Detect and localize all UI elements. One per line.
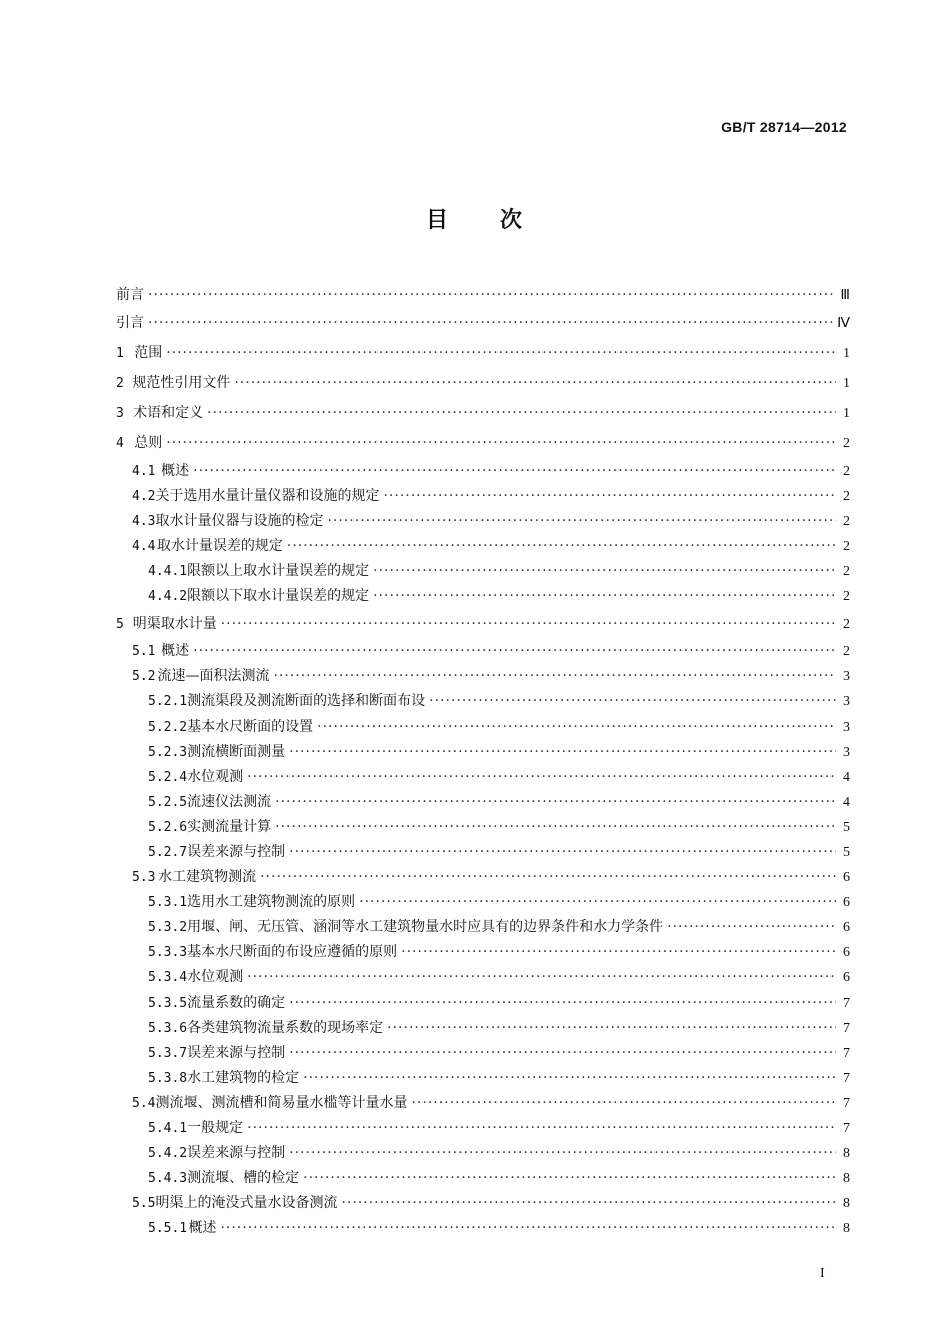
toc-leader-dots: [289, 840, 836, 865]
toc-entry-number: 3: [116, 406, 124, 422]
toc-entry-number: 5.3: [132, 870, 156, 886]
toc-entry-page: 3: [843, 694, 850, 710]
toc-leader-dots: [220, 1216, 836, 1241]
toc-entry-title: 明渠上的淹没式量水设备测流: [155, 1195, 338, 1212]
toc-leader-dots: [289, 1041, 836, 1066]
toc-entry[interactable]: [116, 484, 850, 509]
toc-entry[interactable]: [116, 368, 850, 398]
toc-entry-page: 4: [843, 794, 850, 810]
toc-leader-dots: [273, 664, 836, 689]
toc-entry[interactable]: [116, 815, 850, 840]
toc-entry[interactable]: [116, 740, 850, 765]
toc-entry-number: 5.4: [132, 1095, 156, 1111]
toc-entry-number: 5.2.3: [148, 744, 188, 760]
toc-entry[interactable]: [116, 1216, 850, 1241]
toc-entry-page: 4: [843, 769, 850, 785]
toc-entry-title: 关于选用水量计量仪器和设施的规定: [155, 487, 380, 504]
toc-entry-page: 3: [843, 719, 850, 735]
toc-entry-page: 6: [843, 870, 850, 886]
toc-entry-title: 水位观测: [187, 969, 244, 986]
toc-entry[interactable]: [116, 338, 850, 368]
toc-entry[interactable]: [116, 765, 850, 790]
toc-entry-page: 2: [843, 589, 850, 605]
toc-entry-title: 范围: [134, 345, 163, 362]
toc-leader-dots: [317, 715, 836, 740]
standard-code: GB/T 28714—2012: [721, 119, 847, 135]
toc-leader-dots: [289, 740, 836, 765]
toc-leader-dots: [383, 484, 836, 509]
toc-entry-title: 一般规定: [187, 1120, 244, 1136]
toc-entry[interactable]: [116, 283, 850, 308]
toc-entry[interactable]: [116, 428, 850, 458]
toc-entry-title: 各类建筑物流量系数的现场率定: [187, 1019, 384, 1036]
toc-entry-page: 1: [843, 346, 850, 362]
toc-entry[interactable]: [116, 865, 850, 890]
toc-entry[interactable]: [116, 459, 850, 484]
toc-title: [0, 203, 950, 234]
toc-leader-dots: [303, 1166, 836, 1191]
toc-entry-title: 测流渠段及测流断面的选择和断面布设: [187, 693, 426, 710]
toc-entry[interactable]: [116, 308, 850, 338]
toc-leader-dots: [275, 790, 836, 815]
toc-entry[interactable]: [116, 1041, 850, 1066]
toc-entry-number: 4.4.2: [148, 589, 188, 605]
toc-entry-page: 7: [843, 1095, 850, 1111]
toc-entry-number: 4.4.1: [148, 563, 188, 579]
toc-entry-number: 5.3.2: [148, 920, 188, 936]
toc-entry-number: 5.3.1: [148, 895, 188, 911]
toc-entry[interactable]: [116, 1191, 850, 1216]
toc-entry-number: 5.2.6: [148, 819, 188, 835]
toc-entry-title: 流速仪法测流: [187, 793, 272, 810]
toc-entry-page: 7: [843, 995, 850, 1011]
toc-entry-title: 取水计量误差的规定: [156, 537, 283, 554]
toc-leader-dots: [275, 815, 836, 840]
toc-entry-page: 5: [843, 844, 850, 860]
toc-entry-page: 6: [843, 945, 850, 961]
toc-entry-number: 4.3: [132, 513, 156, 529]
toc-entry[interactable]: [116, 965, 850, 990]
toc-leader-dots: [148, 283, 836, 308]
page-number: I: [820, 1266, 825, 1281]
toc-entry[interactable]: [116, 584, 850, 609]
toc-leader-dots: [260, 865, 836, 890]
toc-entry-title: 测流堰、槽的检定: [187, 1170, 300, 1187]
toc-entry[interactable]: [116, 609, 850, 639]
toc-entry-number: 1: [116, 346, 124, 362]
toc-entry-title: 误差来源与控制: [187, 843, 286, 860]
toc-leader-dots: [401, 940, 836, 965]
toc-entry-page: 1: [843, 376, 850, 392]
toc-entry-title: 规范性引用文件: [132, 375, 231, 392]
toc-entry-page: 7: [843, 1045, 850, 1061]
toc-entry-number: 5.4.1: [148, 1121, 188, 1136]
toc-entry-page: 2: [843, 488, 850, 504]
toc-entry-number: 4.1: [132, 463, 156, 479]
toc-entry-page: 2: [843, 644, 850, 660]
toc-leader-dots: [411, 1091, 836, 1116]
toc-entry-number: 5.2.4: [148, 769, 188, 785]
toc-entry-number: 5.2.1: [148, 694, 188, 710]
toc-leader-dots: [221, 609, 836, 639]
toc-entry-title: 流量系数的确定: [187, 994, 286, 1011]
toc-entry-number: 5.3.3: [148, 945, 188, 961]
toc-leader-dots: [327, 509, 836, 534]
toc-entry[interactable]: [116, 1116, 850, 1141]
toc-entry-number: 5.3.5: [148, 995, 188, 1011]
toc-entry-page: 2: [843, 617, 850, 633]
toc-entry-number: 4: [116, 436, 124, 452]
toc-entry[interactable]: [116, 509, 850, 534]
toc-leader-dots: [373, 584, 836, 609]
toc-entry-page: 6: [843, 920, 850, 936]
toc-entry-title: 总则: [134, 435, 163, 452]
toc-leader-dots: [359, 890, 836, 915]
toc-entry-page: 8: [843, 1221, 850, 1237]
toc-entry-page: 2: [843, 563, 850, 579]
toc-entry-title: 误差来源与控制: [187, 1044, 286, 1061]
toc-leader-dots: [387, 1016, 836, 1041]
toc-entry-number: 5.3.7: [148, 1045, 188, 1061]
toc-leader-dots: [193, 459, 836, 484]
toc-entry-title: 概述: [161, 643, 190, 660]
toc-leader-dots: [289, 1141, 836, 1166]
toc-leader-dots: [289, 991, 836, 1016]
toc-entry-title: 用堰、闸、无压管、涵洞等水工建筑物量水时应具有的边界条件和水力学条件: [187, 919, 664, 936]
toc-entry-title: 限额以下取水计量误差的规定: [187, 588, 370, 605]
toc-entry-number: 5.5.1: [148, 1221, 188, 1237]
toc-entry-number: 5.4.3: [148, 1171, 188, 1187]
toc-entry-title: 限额以上取水计量误差的规定: [187, 562, 370, 579]
toc-entry-title: 水工建筑物测流: [158, 869, 257, 886]
toc-leader-dots: [207, 398, 836, 428]
toc-entry-number: 5.2: [132, 669, 156, 685]
toc-leader-dots: [148, 308, 833, 338]
toc-entry-number: 5.3.4: [148, 970, 188, 986]
toc-entry-number: 5.3.6: [148, 1020, 188, 1036]
toc-entry-number: 5.5: [132, 1196, 156, 1212]
toc-leader-dots: [429, 689, 836, 714]
toc-entry-number: 4.4: [132, 538, 156, 554]
toc-entry-page: 2: [843, 436, 850, 452]
table-of-contents: [116, 283, 850, 1241]
toc-entry-number: 5.2.7: [148, 844, 188, 860]
toc-entry[interactable]: [116, 559, 850, 584]
toc-entry-number: 5.1: [132, 644, 156, 660]
toc-entry-title: 引言: [116, 315, 144, 332]
toc-entry[interactable]: [116, 840, 850, 865]
toc-entry[interactable]: [116, 940, 850, 965]
toc-leader-dots: [287, 534, 836, 559]
toc-entry-page: 7: [843, 1070, 850, 1086]
toc-leader-dots: [193, 639, 836, 664]
toc-entry-number: 5.3.8: [148, 1070, 188, 1086]
toc-entry-title: 明渠取水计量: [132, 616, 217, 633]
toc-entry-title: 流速—面积法测流: [157, 668, 270, 685]
toc-leader-dots: [166, 338, 836, 368]
toc-entry-number: 5: [116, 617, 124, 633]
toc-entry-page: 8: [843, 1171, 850, 1187]
toc-entry-page: 5: [843, 819, 850, 835]
toc-leader-dots: [373, 559, 836, 584]
toc-entry-number: 4.2: [132, 488, 156, 504]
toc-leader-dots: [247, 965, 836, 990]
toc-entry-page: 7: [843, 1121, 850, 1136]
toc-entry[interactable]: [116, 398, 850, 428]
toc-entry-number: 5.4.2: [148, 1146, 188, 1162]
toc-entry-title: 水位观测: [187, 768, 244, 785]
toc-entry-page: Ⅳ: [837, 316, 850, 332]
toc-entry-title: 基本水尺断面的设置: [187, 718, 314, 735]
toc-leader-dots: [247, 1116, 836, 1141]
toc-leader-dots: [341, 1191, 836, 1216]
toc-entry[interactable]: [116, 890, 850, 915]
toc-entry-page: 6: [843, 895, 850, 911]
toc-entry-title: 前言: [116, 287, 144, 303]
toc-entry-title: 基本水尺断面的布设应遵循的原则: [187, 944, 398, 961]
toc-entry[interactable]: [116, 915, 850, 940]
toc-entry-page: 8: [843, 1146, 850, 1162]
toc-entry-title: 选用水工建筑物测流的原则: [187, 894, 356, 911]
toc-entry[interactable]: [116, 534, 850, 559]
toc-entry[interactable]: [116, 1091, 850, 1116]
toc-leader-dots: [234, 368, 836, 398]
toc-entry[interactable]: [116, 639, 850, 664]
toc-entry-page: 3: [843, 744, 850, 760]
toc-entry-page: 2: [843, 463, 850, 479]
toc-entry-title: 水工建筑物的检定: [187, 1069, 300, 1086]
toc-entry-page: 7: [843, 1020, 850, 1036]
toc-entry-title: 概述: [188, 1220, 217, 1237]
toc-entry-title: 测流堰、测流槽和简易量水槛等计量水量: [155, 1094, 408, 1111]
toc-entry-title: 取水计量仪器与设施的检定: [155, 512, 324, 529]
toc-entry-number: 5.2.5: [148, 794, 188, 810]
toc-entry-number: 2: [116, 376, 124, 392]
toc-entry[interactable]: [116, 1016, 850, 1041]
toc-entry-page: 8: [843, 1196, 850, 1212]
toc-entry-title: 误差来源与控制: [187, 1145, 286, 1162]
toc-entry-page: 6: [843, 970, 850, 986]
toc-entry-page: 2: [843, 513, 850, 529]
toc-entry[interactable]: [116, 715, 850, 740]
toc-entry[interactable]: [116, 991, 850, 1016]
toc-entry[interactable]: [116, 664, 850, 689]
toc-entry-page: Ⅲ: [840, 288, 850, 303]
toc-entry[interactable]: [116, 1141, 850, 1166]
toc-leader-dots: [303, 1066, 836, 1091]
toc-leader-dots: [247, 765, 836, 790]
toc-title-char-1: 目: [425, 207, 450, 233]
toc-entry[interactable]: [116, 790, 850, 815]
toc-entry[interactable]: [116, 1066, 850, 1091]
toc-entry-title: 测流横断面测量: [187, 743, 286, 760]
toc-entry-page: 2: [843, 538, 850, 554]
toc-entry-title: 概述: [161, 462, 190, 479]
toc-entry[interactable]: [116, 1166, 850, 1191]
toc-entry[interactable]: [116, 689, 850, 714]
toc-entry-number: 5.2.2: [148, 719, 188, 735]
toc-entry-title: 术语和定义: [133, 405, 204, 422]
toc-leader-dots: [166, 428, 836, 458]
toc-entry-page: 3: [843, 669, 850, 685]
toc-entry-page: 1: [843, 406, 850, 422]
toc-title-char-2: 次: [500, 207, 525, 233]
toc-entry-title: 实测流量计算: [187, 818, 272, 835]
toc-leader-dots: [667, 915, 836, 940]
